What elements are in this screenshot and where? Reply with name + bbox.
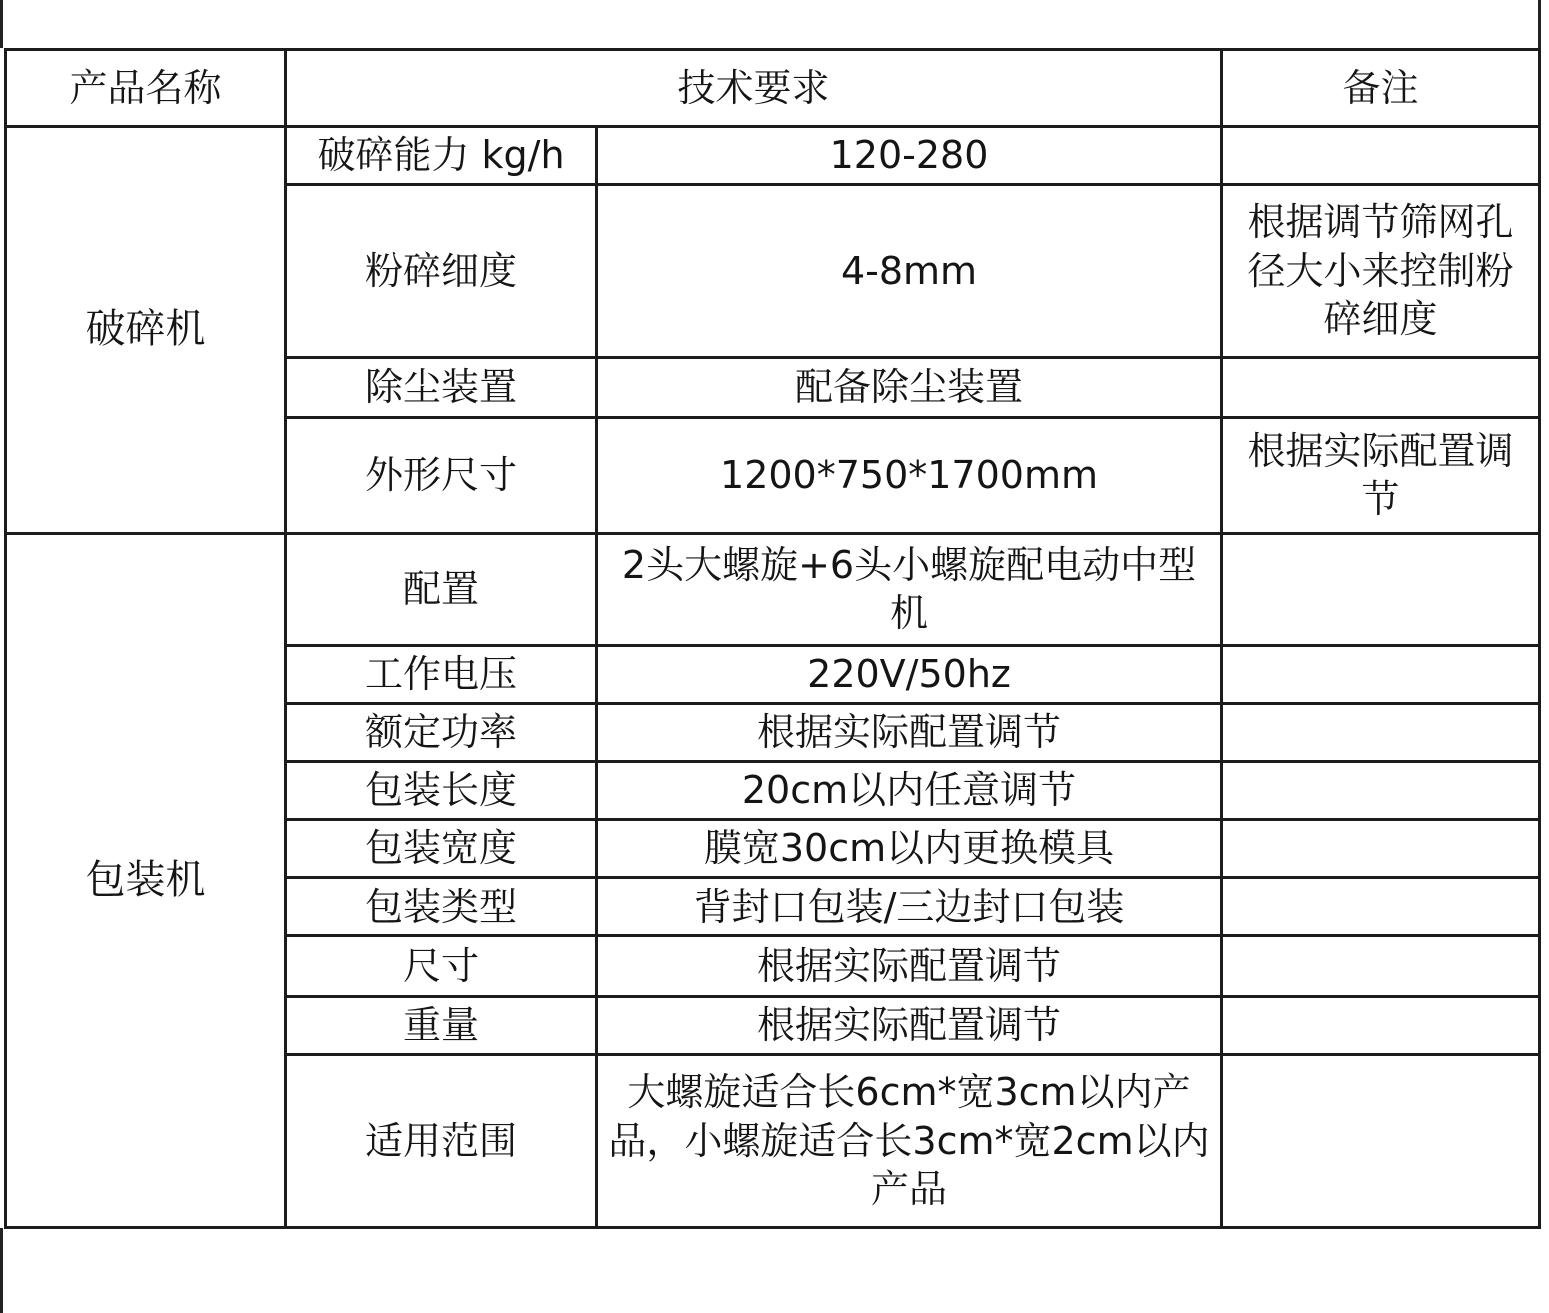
spec-note: 根据调节筛网孔径大小来控制粉碎细度	[1222, 185, 1540, 357]
spec-note	[1222, 1054, 1540, 1227]
spec-value: 220V/50hz	[597, 645, 1222, 703]
spec-note	[1222, 820, 1540, 878]
spec-value: 20cm以内任意调节	[597, 762, 1222, 820]
spec-value: 背封口包装/三边封口包装	[597, 878, 1222, 936]
spec-value: 120-280	[597, 127, 1222, 185]
spec-value: 根据实际配置调节	[597, 704, 1222, 762]
spec-value: 根据实际配置调节	[597, 936, 1222, 996]
spec-note	[1222, 357, 1540, 417]
table-row	[6, 533, 1540, 645]
spec-note	[1222, 704, 1540, 762]
spec-item: 外形尺寸	[286, 417, 597, 533]
spec-note	[1222, 533, 1540, 645]
spec-note	[1222, 996, 1540, 1054]
page-frame-right	[1538, 0, 1541, 48]
spec-item: 包装类型	[286, 878, 597, 936]
spec-note	[1222, 936, 1540, 996]
spec-note	[1222, 645, 1540, 703]
spec-item: 除尘装置	[286, 357, 597, 417]
spec-note	[1222, 878, 1540, 936]
spec-item: 破碎能力 kg/h	[286, 127, 597, 185]
header-remarks: 备注	[1222, 50, 1540, 127]
spec-item: 包装宽度	[286, 820, 597, 878]
spec-value: 4-8mm	[597, 185, 1222, 357]
spec-item: 工作电压	[286, 645, 597, 703]
page-frame-bottom	[0, 1228, 1549, 1313]
spec-value: 根据实际配置调节	[597, 996, 1222, 1054]
spec-note	[1222, 127, 1540, 185]
table-row	[6, 127, 1540, 185]
spec-value: 配备除尘装置	[597, 357, 1222, 417]
spec-item: 尺寸	[286, 936, 597, 996]
product-name-packer: 包装机	[6, 533, 286, 1227]
spec-note: 根据实际配置调节	[1222, 417, 1540, 533]
spec-value: 膜宽30cm以内更换模具	[597, 820, 1222, 878]
spec-item: 粉碎细度	[286, 185, 597, 357]
header-product-name: 产品名称	[6, 50, 286, 127]
spec-value: 大螺旋适合长6cm*宽3cm以内产品，小螺旋适合长3cm*宽2cm以内产品	[597, 1054, 1222, 1227]
spec-note	[1222, 762, 1540, 820]
header-row	[6, 50, 1540, 127]
spec-item: 包装长度	[286, 762, 597, 820]
spec-item: 重量	[286, 996, 597, 1054]
page-frame-top	[0, 0, 1549, 48]
spec-item: 配置	[286, 533, 597, 645]
spec-item: 适用范围	[286, 1054, 597, 1227]
spec-value: 2头大螺旋+6头小螺旋配电动中型机	[597, 533, 1222, 645]
spec-table	[4, 48, 1541, 1229]
spec-item: 额定功率	[286, 704, 597, 762]
spec-value: 1200*750*1700mm	[597, 417, 1222, 533]
product-name-crusher: 破碎机	[6, 127, 286, 534]
header-tech-requirements: 技术要求	[286, 50, 1222, 127]
